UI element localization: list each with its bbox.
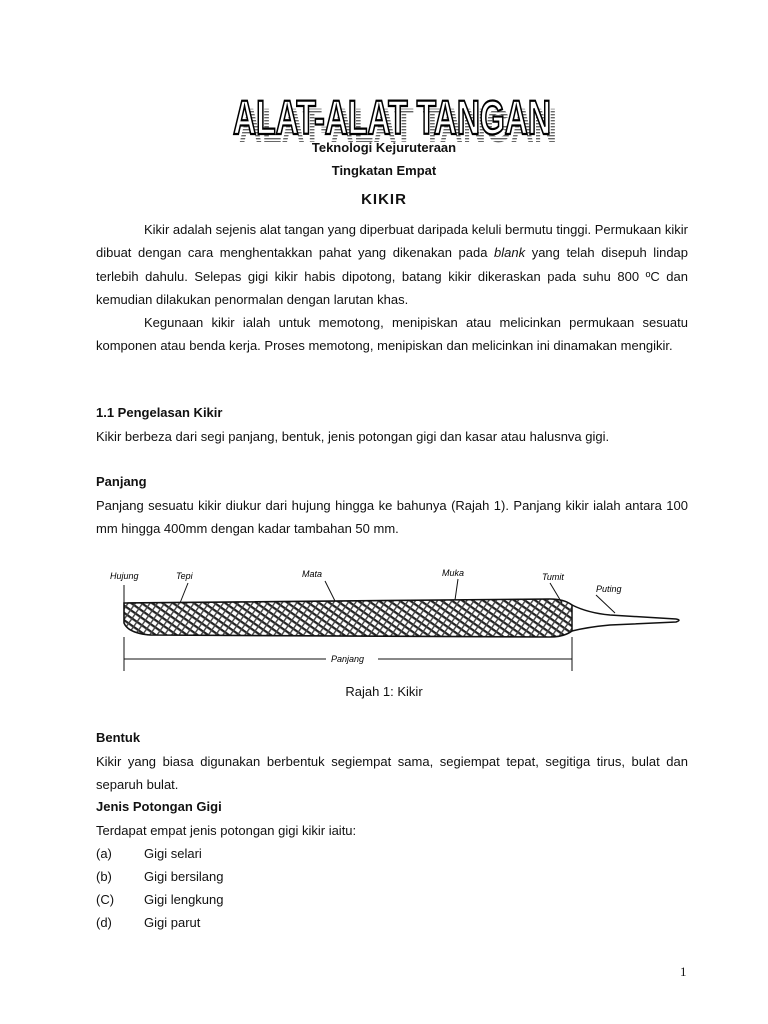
label-tumit: Tumit (542, 572, 564, 582)
subtitle-level: Tingkatan Empat (331, 163, 437, 178)
label-panjang: Panjang (331, 654, 365, 664)
section-title-panjang: Panjang (96, 474, 147, 489)
list-item-label: (C) (96, 892, 115, 907)
list-item-text: Gigi lengkung (144, 892, 224, 907)
section-text-jenis: Terdapat empat jenis potongan gigi kikir iaitu: (96, 823, 357, 838)
list-item-label: (a) (96, 846, 112, 861)
list-item-text: Gigi selari (144, 846, 202, 861)
list-item-text: Gigi bersilang (144, 869, 224, 884)
intro-paragraph-1: Kikir adalah sejenis alat tangan yang diperbuat daripada keluli bermutu tinggi. Permukaan kikir dibuat dengan cara menghentakkan pahat yang dikenakan pada blank yang telah disepuh lindap terlebih dahulu. Selepas gigi kikir habis dipotong, batang kikir dikeraskan pada suhu 800 ºC dan kemudian dilakukan penormalan dengan larutan khas. (96, 222, 689, 307)
label-puting: Puting (596, 584, 622, 594)
list-item-text: Gigi parut (144, 915, 201, 930)
main-heading: KIKIR (361, 191, 407, 208)
intro-paragraph-2: Kegunaan kikir ialah untuk memotong, menipiskan atau melicinkan permukaan sesuatu komponen atau benda kerja. Proses memotong, menipiskan dan melicinkan ini dinamakan mengikir. (96, 315, 688, 354)
list-item-label: (b) (96, 869, 112, 884)
subtitle-course: Teknologi Kejuruteraan (311, 140, 457, 155)
file-illustration (110, 565, 690, 675)
svg-text:ALAT-ALAT TANGAN: ALAT-ALAT TANGAN (239, 100, 557, 148)
page-number: 1 (680, 964, 687, 979)
label-mata: Mata (302, 569, 323, 579)
label-muka: Muka (442, 568, 465, 578)
banner-title (229, 84, 559, 148)
section-title-bentuk: Bentuk (96, 730, 141, 745)
label-hujung: Hujung (110, 571, 139, 581)
list-item-label: (d) (96, 915, 112, 930)
section-title-jenis: Jenis Potongan Gigi (96, 799, 222, 814)
figure-caption: Rajah 1: Kikir (345, 684, 423, 699)
section-text-pengelasan: Kikir berbeza dari segi panjang, bentuk, jenis potongan gigi dan kasar atau halusnva gigi. (96, 429, 610, 444)
section-text-bentuk: Kikir yang biasa digunakan berbentuk segiempat sama, segiempat tepat, segitiga tirus, bulat dan separuh bulat. (96, 754, 688, 793)
intro-paragraphs (96, 218, 688, 358)
label-tepi: Tepi (176, 571, 193, 581)
section-title-pengelasan: 1.1 Pengelasan Kikir (96, 405, 223, 420)
svg-text:ALAT-ALAT TANGAN: ALAT-ALAT TANGAN (233, 92, 551, 145)
section-text-panjang: Panjang sesuatu kikir diukur dari hujung hingga ke bahunya (Rajah 1). Panjang kikir ialah antara 100 mm hingga 400mm dengan kadar tambahan 50 mm. (96, 498, 688, 537)
